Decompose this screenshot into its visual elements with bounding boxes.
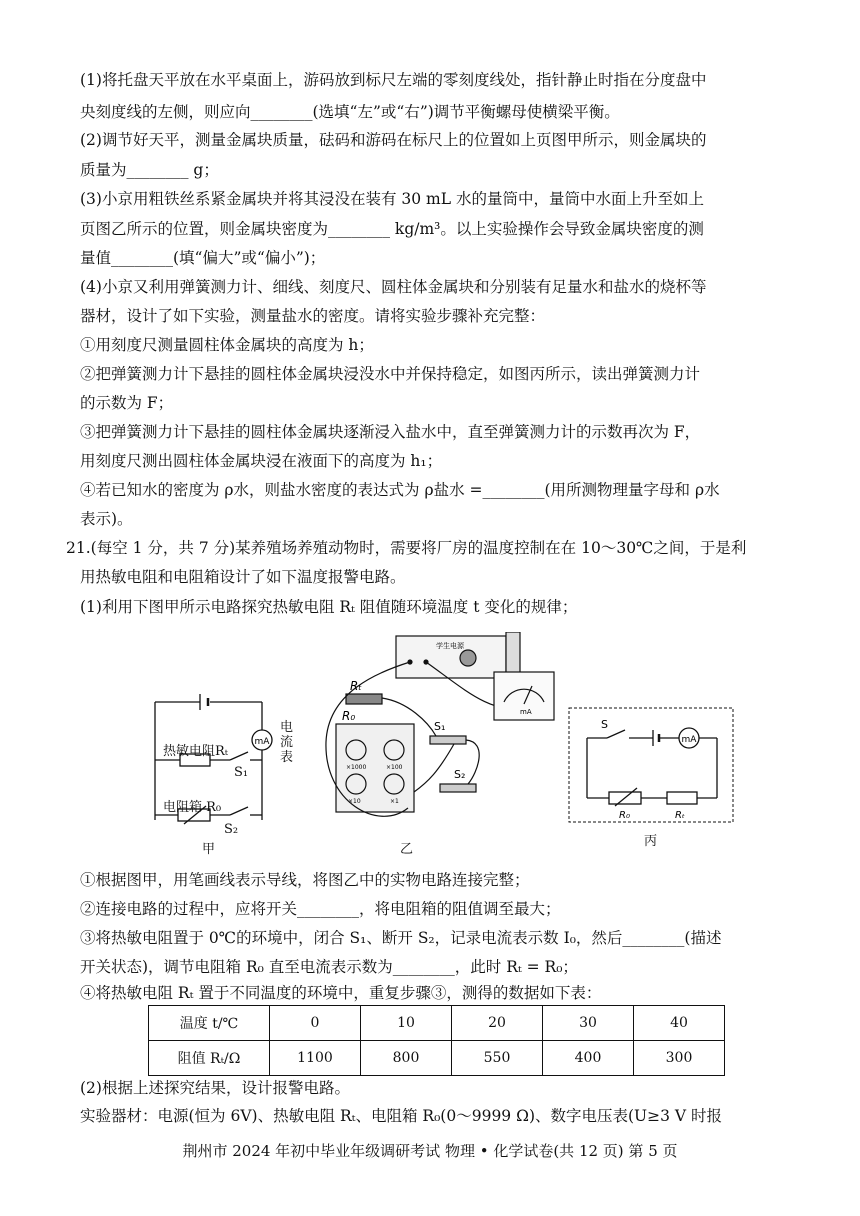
- text-line: (1)将托盘天平放在水平桌面上，游码放到标尺左端的零刻度线处，指针静止时指在分度盘中: [80, 71, 707, 89]
- resistance-box-label-jia: 电阻箱 R₀: [163, 800, 222, 815]
- text-line: 用热敏电阻和电阻箱设计了如下温度报警电路。: [80, 568, 406, 586]
- text-line: 的示数为 F；: [80, 394, 174, 412]
- text-line: (4)小京又利用弹簧测力计、细线、刻度尺、圆柱体金属块和分别装有足量水和盐水的烧杯等: [80, 278, 707, 296]
- text-line: ①用刻度尺测量圆柱体金属块的高度为 h；: [80, 336, 374, 354]
- dial-label: ×1000: [346, 764, 367, 771]
- text-line: ④若已知水的密度为 ρ水，则盐水密度的表达式为 ρ盐水 =________(用所测物理量字母和 ρ水: [80, 481, 720, 499]
- text-line: ③将热敏电阻置于 0℃的环境中，闭合 S₁、断开 S₂，记录电流表示数 I₀，然后________(描述: [80, 929, 722, 947]
- resistance-box-label-bing: R₀: [619, 810, 630, 821]
- table-cell: 10: [361, 1006, 452, 1041]
- dial-label: ×1: [390, 798, 399, 805]
- text-line: 实验器材：电源(恒为 6V)、热敏电阻 Rₜ、电阻箱 R₀(0～9999 Ω)、数字电压表(U≥3 V 时报: [80, 1107, 722, 1125]
- switch-s1-label-jia: S₁: [234, 765, 249, 780]
- text-line: ③把弹簧测力计下悬挂的圆柱体金属块逐渐浸入盐水中，直至弹簧测力计的示数再次为 F，: [80, 423, 701, 441]
- figure-yi-apparatus: [318, 632, 548, 842]
- text-line: 器材，设计了如下实验，测量盐水的密度。请将实验步骤补充完整：: [80, 307, 546, 325]
- table-cell: 阻值 Rₜ/Ω: [149, 1041, 270, 1076]
- text-line: ①根据图甲，用笔画线表示导线，将图乙中的实物电路连接完整；: [80, 871, 530, 889]
- dial-label: ×10: [348, 798, 361, 805]
- switch-s-label-bing: S: [601, 718, 608, 731]
- figure-caption-bing: 丙: [644, 834, 658, 849]
- page-footer: 荆州市 2024 年初中毕业年级调研考试 物理 • 化学试卷(共 12 页) 第 5 页: [182, 1142, 678, 1160]
- thermistor-label-yi: Rₜ: [350, 679, 362, 693]
- milliammeter-yi: [492, 670, 558, 726]
- text-line: 开关状态)，调节电阻箱 R₀ 直至电流表示数为________，此时 Rₜ = R₀；: [80, 958, 578, 976]
- question-21-heading: 21.(每空 1 分，共 7 分)某养殖场养殖动物时，需要将厂房的温度控制在在 10～30℃之间，于是利: [66, 539, 747, 557]
- table-cell: 1100: [270, 1041, 361, 1076]
- text-line: ④将热敏电阻 Rₜ 置于不同温度的环境中，重复步骤③，测得的数据如下表：: [80, 984, 602, 1002]
- table-row-resistance: [149, 1041, 725, 1076]
- table-cell: 300: [634, 1041, 725, 1076]
- table-cell: 400: [543, 1041, 634, 1076]
- text-line: 量值________(填“偏大”或“偏小”)；: [80, 249, 326, 267]
- text-line: (2)调节好天平，测量金属块质量，砝码和游码在标尺上的位置如上页图甲所示，则金属块的: [80, 131, 707, 149]
- table-cell: 550: [452, 1041, 543, 1076]
- table-cell: 0: [270, 1006, 361, 1041]
- text-line: ②把弹簧测力计下悬挂的圆柱体金属块浸没水中并保持稳定，如图丙所示，读出弹簧测力计: [80, 365, 701, 383]
- table-row-temperature: [149, 1006, 725, 1041]
- table-cell: 40: [634, 1006, 725, 1041]
- switch-s2-label-yi: S₂: [454, 768, 466, 781]
- table-cell: 30: [543, 1006, 634, 1041]
- text-line: 表示)。: [80, 510, 133, 528]
- power-supply-label: 学生电源: [436, 642, 464, 650]
- figure-caption-yi: 乙: [400, 842, 414, 857]
- text-line: (1)利用下图甲所示电路探究热敏电阻 Rₜ 阻值随环境温度 t 变化的规律；: [80, 598, 578, 616]
- thermistor-label-bing: Rₜ: [675, 810, 685, 821]
- data-table: [148, 1005, 725, 1076]
- text-line: (2)根据上述探究结果，设计报警电路。: [80, 1079, 350, 1097]
- figure-caption-jia: 甲: [202, 842, 216, 857]
- text-line: ②连接电路的过程中，应将开关________，将电阻箱的阻值调至最大；: [80, 900, 561, 918]
- switch-s2-label-jia: S₂: [224, 822, 239, 837]
- text-line: 页图乙所示的位置，则金属块密度为________ kg/m³。以上实验操作会导致金属块密度的测: [80, 220, 704, 238]
- ammeter-caption-jia: 电流表: [280, 720, 294, 765]
- table-cell: 温度 t/℃: [149, 1006, 270, 1041]
- text-line: 用刻度尺测出圆柱体金属块浸在液面下的高度为 h₁；: [80, 452, 443, 470]
- milliammeter-face-label: mA: [520, 708, 532, 716]
- ammeter-label-jia: mA: [254, 737, 270, 747]
- resistance-box-label-yi: R₀: [342, 709, 356, 723]
- table-cell: 800: [361, 1041, 452, 1076]
- figure-bing-circuit: [567, 706, 737, 826]
- text-line: 质量为________ g；: [80, 161, 219, 179]
- dial-label: ×100: [386, 764, 403, 771]
- text-line: 央刻度线的左侧，则应向________(选填“左”或“右”)调节平衡螺母使横梁平衡。: [80, 103, 620, 121]
- ammeter-label-bing: mA: [681, 735, 697, 745]
- table-cell: 20: [452, 1006, 543, 1041]
- text-line: (3)小京用粗铁丝系紧金属块并将其浸没在装有 30 mL 水的量筒中，量筒中水面上升至如上: [80, 190, 704, 208]
- switch-s1-label-yi: S₁: [434, 720, 446, 733]
- thermistor-label-jia: 热敏电阻Rₜ: [163, 744, 228, 759]
